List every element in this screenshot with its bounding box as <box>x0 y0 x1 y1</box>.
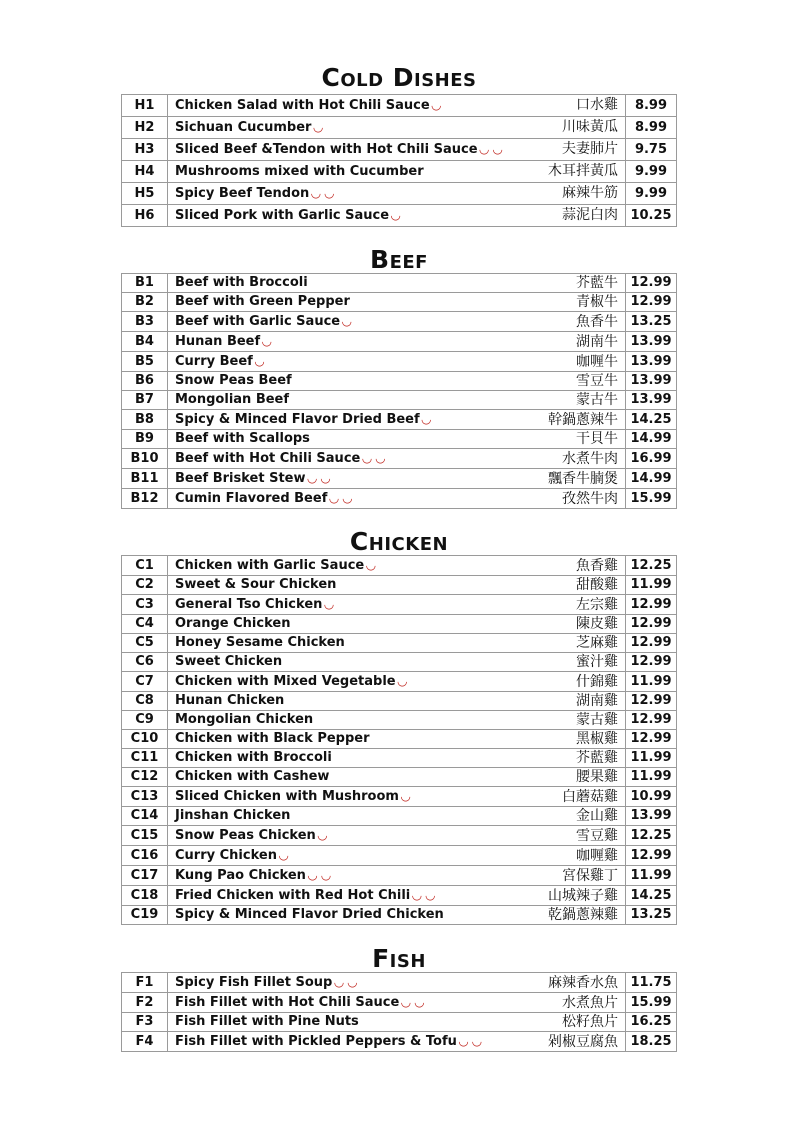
item-code: C3 <box>122 595 168 615</box>
menu-item-row <box>122 906 677 925</box>
item-code: C2 <box>122 576 168 595</box>
item-name: Curry Chicken <box>175 848 277 863</box>
item-name: Jinshan Chicken <box>175 808 291 823</box>
item-price: 12.99 <box>626 730 677 749</box>
menu-table <box>121 555 677 925</box>
item-price: 12.99 <box>626 692 677 711</box>
item-name: Fish Fillet with Hot Chili Sauce <box>175 995 400 1010</box>
menu-item-row <box>122 993 677 1013</box>
item-name: Chicken Salad with Hot Chili Sauce <box>175 98 430 113</box>
chili-pepper-icon: ◡ ◡ <box>479 142 503 156</box>
item-code: B5 <box>122 352 168 372</box>
item-code: C5 <box>122 634 168 653</box>
menu-item-row <box>122 489 677 509</box>
item-chinese-name: 青椒牛 <box>478 293 626 312</box>
item-chinese-name: 甜酸雞 <box>478 576 626 595</box>
item-price: 12.99 <box>626 846 677 866</box>
item-price: 11.75 <box>626 973 677 993</box>
item-name-cell <box>168 205 479 227</box>
item-chinese-name: 木耳拌黃瓜 <box>478 161 626 183</box>
item-name-cell <box>168 410 479 430</box>
item-price: 13.99 <box>626 372 677 391</box>
menu-item-row <box>122 449 677 469</box>
item-price: 9.99 <box>626 161 677 183</box>
chili-pepper-icon: ◡ ◡ <box>307 471 331 485</box>
item-chinese-name: 川味黃瓜 <box>478 117 626 139</box>
item-chinese-name: 干貝牛 <box>478 430 626 449</box>
item-price: 14.99 <box>626 469 677 489</box>
item-code: H2 <box>122 117 168 139</box>
item-name: Fish Fillet with Pickled Peppers & Tofu <box>175 1034 457 1049</box>
item-name: Beef Brisket Stew <box>175 471 306 486</box>
item-name-cell <box>168 595 479 615</box>
item-price: 11.99 <box>626 576 677 595</box>
chili-pepper-icon: ◡ ◡ <box>412 888 435 902</box>
item-code: C15 <box>122 826 168 846</box>
chili-pepper-icon: ◡ <box>391 208 401 222</box>
item-code: B4 <box>122 332 168 352</box>
item-name-cell <box>168 556 479 576</box>
item-chinese-name: 蜜汁雞 <box>478 653 626 672</box>
item-name-cell <box>168 846 479 866</box>
chili-pepper-icon: ◡ ◡ <box>362 451 385 465</box>
item-code: F2 <box>122 993 168 1013</box>
item-chinese-name: 咖喱雞 <box>478 846 626 866</box>
item-code: H3 <box>122 139 168 161</box>
item-chinese-name: 蒜泥白肉 <box>478 205 626 227</box>
item-name-cell <box>168 391 479 410</box>
item-name-cell <box>168 866 479 886</box>
chili-pepper-icon: ◡ <box>397 674 407 688</box>
item-name: Orange Chicken <box>175 616 291 631</box>
menu-item-row <box>122 391 677 410</box>
item-name-cell <box>168 886 479 906</box>
item-chinese-name: 左宗雞 <box>478 595 626 615</box>
item-code: B10 <box>122 449 168 469</box>
chili-pepper-icon: ◡ <box>431 98 441 112</box>
item-name-cell <box>168 906 479 925</box>
item-chinese-name: 雪豆牛 <box>478 372 626 391</box>
item-name: Chicken with Cashew <box>175 769 330 784</box>
item-code: C9 <box>122 711 168 730</box>
item-name-cell <box>168 576 479 595</box>
item-chinese-name: 黑椒雞 <box>478 730 626 749</box>
item-chinese-name: 陳皮雞 <box>478 615 626 634</box>
menu-table <box>121 972 677 1052</box>
item-name: Mongolian Beef <box>175 392 290 407</box>
item-chinese-name: 幹鍋蔥辣牛 <box>478 410 626 430</box>
item-name-cell <box>168 672 479 692</box>
item-name-cell <box>168 449 479 469</box>
item-price: 13.25 <box>626 906 677 925</box>
menu-item-row <box>122 161 677 183</box>
item-chinese-name: 水煮牛肉 <box>478 449 626 469</box>
item-chinese-name: 蒙古雞 <box>478 711 626 730</box>
menu-item-row <box>122 730 677 749</box>
item-price: 16.99 <box>626 449 677 469</box>
item-chinese-name: 蒙古牛 <box>478 391 626 410</box>
item-chinese-name: 麻辣香水魚 <box>478 973 626 993</box>
item-name: Snow Peas Beef <box>175 373 292 388</box>
item-code: B11 <box>122 469 168 489</box>
item-code: B1 <box>122 274 168 293</box>
chili-pepper-icon: ◡ <box>400 789 411 803</box>
item-name-cell <box>168 807 479 826</box>
menu-table <box>121 94 677 227</box>
item-code: F4 <box>122 1032 168 1052</box>
item-price: 15.99 <box>626 993 677 1013</box>
item-price: 14.25 <box>626 886 677 906</box>
menu-item-row <box>122 653 677 672</box>
menu-item-row <box>122 410 677 430</box>
menu-item-row <box>122 372 677 391</box>
item-name: Sliced Chicken with Mushroom <box>175 789 399 804</box>
item-price: 15.99 <box>626 489 677 509</box>
item-name-cell <box>168 768 479 787</box>
menu-item-row <box>122 576 677 595</box>
item-chinese-name: 芝麻雞 <box>478 634 626 653</box>
item-name-cell <box>168 787 479 807</box>
item-code: C12 <box>122 768 168 787</box>
chili-pepper-icon: ◡ ◡ <box>458 1034 482 1048</box>
item-price: 11.99 <box>626 672 677 692</box>
item-name: Beef with Hot Chili Sauce <box>175 451 361 466</box>
item-name: Beef with Green Pepper <box>175 294 350 309</box>
item-name-cell <box>168 730 479 749</box>
item-price: 13.99 <box>626 352 677 372</box>
chili-pepper-icon: ◡ <box>421 412 431 426</box>
item-name: Spicy Beef Tendon <box>175 186 310 201</box>
item-name-cell <box>168 183 479 205</box>
chili-pepper-icon: ◡ <box>262 334 272 348</box>
item-name: Sweet & Sour Chicken <box>175 577 337 592</box>
item-name-cell <box>168 692 479 711</box>
menu-item-row <box>122 826 677 846</box>
item-name-cell <box>168 312 479 332</box>
menu-item-row <box>122 139 677 161</box>
item-chinese-name: 麻辣牛筋 <box>478 183 626 205</box>
item-code: F3 <box>122 1013 168 1032</box>
menu-item-row <box>122 711 677 730</box>
item-chinese-name: 口水雞 <box>478 95 626 117</box>
menu-item-row <box>122 1032 677 1052</box>
item-price: 8.99 <box>626 95 677 117</box>
item-chinese-name: 湖南牛 <box>478 332 626 352</box>
item-name: General Tso Chicken <box>175 597 323 612</box>
item-chinese-name: 夫妻肺片 <box>478 139 626 161</box>
item-chinese-name: 孜然牛肉 <box>478 489 626 509</box>
item-price: 12.99 <box>626 634 677 653</box>
menu-item-row <box>122 312 677 332</box>
menu-item-row <box>122 595 677 615</box>
item-name: Fried Chicken with Red Hot Chili <box>175 888 411 903</box>
item-chinese-name: 咖喱牛 <box>478 352 626 372</box>
item-code: B3 <box>122 312 168 332</box>
item-price: 13.25 <box>626 312 677 332</box>
item-code: C8 <box>122 692 168 711</box>
item-name: Beef with Scallops <box>175 431 310 446</box>
item-chinese-name: 腰果雞 <box>478 768 626 787</box>
menu-item-row <box>122 95 677 117</box>
chili-pepper-icon: ◡ ◡ <box>401 995 424 1009</box>
item-code: H4 <box>122 161 168 183</box>
item-name: Mushrooms mixed with Cucumber <box>175 164 424 179</box>
item-code: C14 <box>122 807 168 826</box>
chili-pepper-icon: ◡ <box>313 120 323 134</box>
item-price: 10.99 <box>626 787 677 807</box>
menu-item-row <box>122 692 677 711</box>
item-name: Hunan Chicken <box>175 693 285 708</box>
item-price: 12.99 <box>626 653 677 672</box>
item-name-cell <box>168 139 503 161</box>
item-chinese-name: 魚香雞 <box>478 556 626 576</box>
item-price: 18.25 <box>626 1032 677 1052</box>
item-code: C1 <box>122 556 168 576</box>
item-name: Chicken with Garlic Sauce <box>175 558 365 573</box>
item-price: 12.99 <box>626 595 677 615</box>
item-price: 12.99 <box>626 615 677 634</box>
item-name-cell <box>168 161 479 183</box>
menu-item-row <box>122 634 677 653</box>
item-chinese-name: 什錦雞 <box>478 672 626 692</box>
item-name-cell <box>168 1013 479 1032</box>
item-code: C13 <box>122 787 168 807</box>
item-price: 13.99 <box>626 807 677 826</box>
menu-item-row <box>122 1013 677 1032</box>
item-name: Spicy & Minced Flavor Dried Beef <box>175 412 420 427</box>
item-name-cell <box>168 469 479 489</box>
item-chinese-name: 魚香牛 <box>478 312 626 332</box>
item-name: Honey Sesame Chicken <box>175 635 345 650</box>
menu-item-row <box>122 866 677 886</box>
item-code: C11 <box>122 749 168 768</box>
item-code: B9 <box>122 430 168 449</box>
item-name: Snow Peas Chicken <box>175 828 316 843</box>
item-price: 12.99 <box>626 293 677 312</box>
section-title: Fish <box>372 944 426 973</box>
item-chinese-name: 水煮魚片 <box>478 993 626 1013</box>
item-chinese-name: 宮保雞丁 <box>478 866 626 886</box>
item-name-cell <box>168 95 479 117</box>
menu-item-row <box>122 886 677 906</box>
item-code: B6 <box>122 372 168 391</box>
menu-item-row <box>122 205 677 227</box>
item-chinese-name: 湖南雞 <box>478 692 626 711</box>
item-code: B12 <box>122 489 168 509</box>
item-name: Beef with Broccoli <box>175 275 308 290</box>
item-name-cell <box>168 973 479 993</box>
item-price: 12.25 <box>626 826 677 846</box>
item-name-cell <box>168 826 479 846</box>
item-name: Fish Fillet with Pine Nuts <box>175 1014 359 1029</box>
item-name-cell <box>168 274 479 293</box>
item-code: C17 <box>122 866 168 886</box>
menu-item-row <box>122 672 677 692</box>
item-name: Chicken with Mixed Vegetable <box>175 674 396 689</box>
item-code: C7 <box>122 672 168 692</box>
item-code: B7 <box>122 391 168 410</box>
menu-item-row <box>122 556 677 576</box>
item-code: C10 <box>122 730 168 749</box>
item-name: Beef with Garlic Sauce <box>175 314 341 329</box>
section-title: Cold Dishes <box>321 63 477 92</box>
item-name-cell <box>168 993 479 1013</box>
menu-item-row <box>122 352 677 372</box>
item-name-cell <box>168 352 479 372</box>
item-name-cell <box>168 615 479 634</box>
chili-pepper-icon: ◡ <box>342 314 352 328</box>
item-name-cell <box>168 430 479 449</box>
chili-pepper-icon: ◡ <box>317 828 328 842</box>
item-code: C19 <box>122 906 168 925</box>
item-name: Cumin Flavored Beef <box>175 491 328 506</box>
item-code: H1 <box>122 95 168 117</box>
item-name: Sliced Beef &Tendon with Hot Chili Sauce <box>175 142 478 157</box>
item-name: Sichuan Cucumber <box>175 120 312 135</box>
item-name-cell <box>168 293 479 312</box>
menu-item-row <box>122 615 677 634</box>
item-code: F1 <box>122 973 168 993</box>
chili-pepper-icon: ◡ ◡ <box>307 868 331 882</box>
item-chinese-name: 山城辣子雞 <box>478 886 626 906</box>
item-name: Mongolian Chicken <box>175 712 314 727</box>
chili-pepper-icon: ◡ <box>366 558 376 572</box>
item-price: 9.75 <box>626 139 677 161</box>
item-name: Chicken with Broccoli <box>175 750 332 765</box>
item-name-cell <box>168 653 479 672</box>
item-price: 14.99 <box>626 430 677 449</box>
item-price: 11.99 <box>626 866 677 886</box>
item-chinese-name: 芥藍雞 <box>478 749 626 768</box>
chili-pepper-icon: ◡ <box>278 848 289 862</box>
menu-item-row <box>122 430 677 449</box>
chili-pepper-icon: ◡ <box>254 354 265 368</box>
chili-pepper-icon: ◡ ◡ <box>334 975 357 989</box>
item-name: Spicy & Minced Flavor Dried Chicken <box>175 907 444 922</box>
menu-item-row <box>122 973 677 993</box>
menu-item-row <box>122 469 677 489</box>
menu-item-row <box>122 807 677 826</box>
item-name: Curry Beef <box>175 354 253 369</box>
item-chinese-name: 剁椒豆腐魚 <box>478 1032 626 1052</box>
menu-item-row <box>122 768 677 787</box>
item-price: 12.99 <box>626 711 677 730</box>
item-price: 13.99 <box>626 391 677 410</box>
menu-item-row <box>122 183 677 205</box>
menu-item-row <box>122 749 677 768</box>
item-code: B8 <box>122 410 168 430</box>
item-code: H6 <box>122 205 168 227</box>
item-price: 13.99 <box>626 332 677 352</box>
item-code: C6 <box>122 653 168 672</box>
item-chinese-name: 芥藍牛 <box>478 274 626 293</box>
item-price: 8.99 <box>626 117 677 139</box>
item-name-cell <box>168 117 479 139</box>
item-price: 10.25 <box>626 205 677 227</box>
item-price: 9.99 <box>626 183 677 205</box>
item-code: H5 <box>122 183 168 205</box>
item-chinese-name: 白蘑菇雞 <box>478 787 626 807</box>
chili-pepper-icon: ◡ ◡ <box>311 186 334 200</box>
item-chinese-name: 乾鍋蔥辣雞 <box>478 906 626 925</box>
menu-item-row <box>122 846 677 866</box>
item-name: Sweet Chicken <box>175 654 283 669</box>
menu-item-row <box>122 274 677 293</box>
item-price: 11.99 <box>626 749 677 768</box>
menu-item-row <box>122 787 677 807</box>
section-title: Chicken <box>349 527 449 556</box>
item-name-cell <box>168 1032 482 1052</box>
item-name: Kung Pao Chicken <box>175 868 306 883</box>
item-name-cell <box>168 749 479 768</box>
section-title: Beef <box>370 245 428 274</box>
item-name-cell <box>168 332 479 352</box>
item-code: C16 <box>122 846 168 866</box>
item-code: B2 <box>122 293 168 312</box>
item-price: 11.99 <box>626 768 677 787</box>
item-chinese-name: 松籽魚片 <box>478 1013 626 1032</box>
item-chinese-name: 飄香牛腩煲 <box>478 469 626 489</box>
item-name: Sliced Pork with Garlic Sauce <box>175 208 390 223</box>
menu-item-row <box>122 293 677 312</box>
item-chinese-name: 雪豆雞 <box>478 826 626 846</box>
menu-table <box>121 273 677 509</box>
chili-pepper-icon: ◡ <box>324 597 334 611</box>
menu-item-row <box>122 117 677 139</box>
item-name-cell <box>168 634 479 653</box>
item-price: 14.25 <box>626 410 677 430</box>
item-price: 16.25 <box>626 1013 677 1032</box>
item-name: Hunan Beef <box>175 334 261 349</box>
item-price: 12.25 <box>626 556 677 576</box>
item-name: Chicken with Black Pepper <box>175 731 370 746</box>
item-name-cell <box>168 372 479 391</box>
menu-item-row <box>122 332 677 352</box>
item-name: Spicy Fish Fillet Soup <box>175 975 333 990</box>
item-name-cell <box>168 489 479 509</box>
item-name-cell <box>168 711 479 730</box>
item-code: C4 <box>122 615 168 634</box>
item-price: 12.99 <box>626 274 677 293</box>
item-chinese-name: 金山雞 <box>478 807 626 826</box>
item-code: C18 <box>122 886 168 906</box>
chili-pepper-icon: ◡ ◡ <box>329 491 352 505</box>
